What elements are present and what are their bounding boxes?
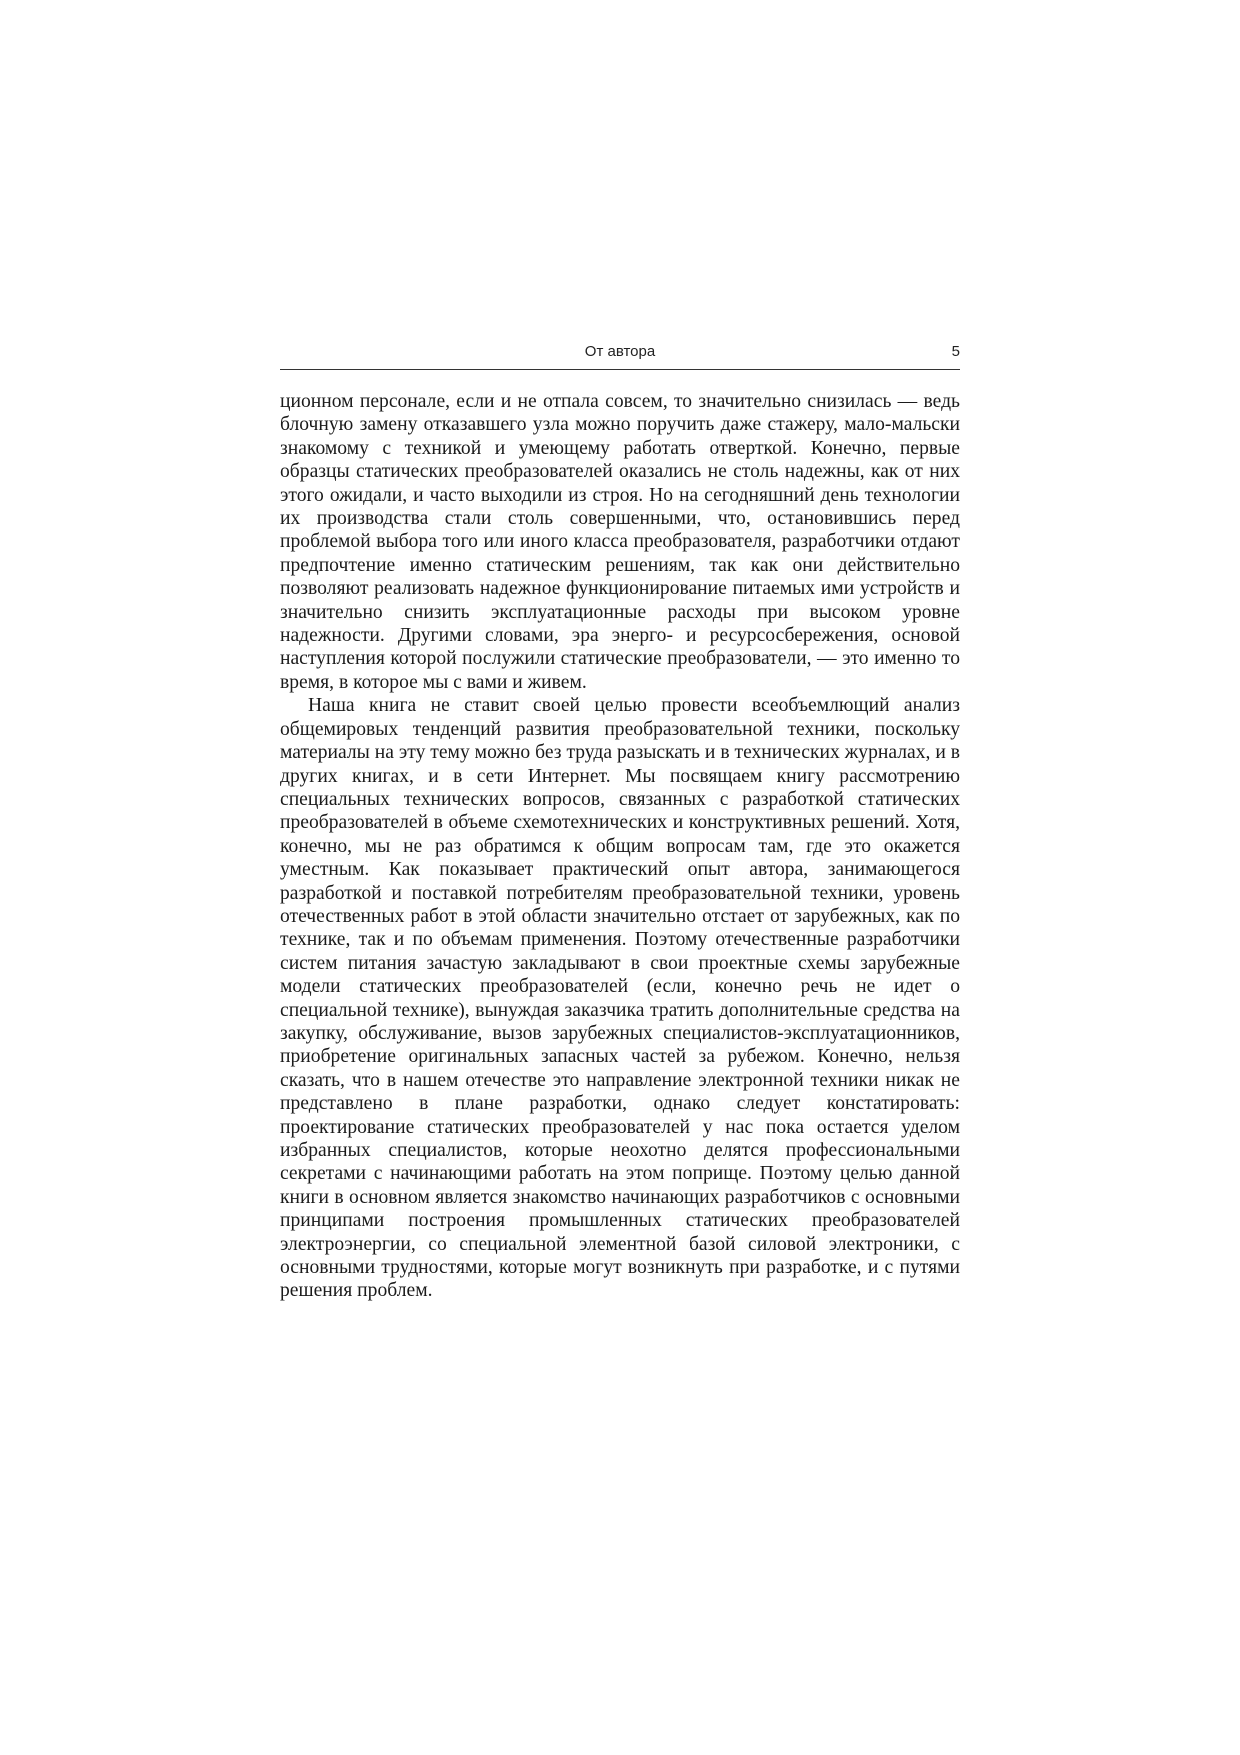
body-text — [280, 390, 960, 1303]
page-number: 5 — [951, 343, 960, 360]
running-head — [280, 343, 960, 370]
paragraph-continuation: ционном персонале, если и не отпала совсем, то значительно снизилась — ведь блочную замену отказавшего узла можно поручить даже стажеру, мало-мальски знакомому с техникой и умеющему работать отверткой. Конечно, первые образцы статических преобразователей оказались не столь надежны, как от них этого ожидали, и часто выходили из строя. Но на сегодняшний день технологии их производства стали столь совершенными, что, остановившись перед проблемой выбора того или иного класса преобразователя, разработчики отдают предпочтение именно статическим решениям, так как они действительно позволяют реализовать надежное функционирование питаемых ими устройств и значительно снизить эксплуатационные расходы при высоком уровне надежности. Другими словами, эра энерго- и ресурсосбережения, основой наступления которой послужили статические преобразователи, — это именно то время, в которое мы с вами и живем. — [280, 391, 960, 693]
running-title: От автора — [584, 343, 656, 360]
paragraph: Наша книга не ставит своей целью провести всеобъемлющий анализ общемировых тенденций развития преобразовательной техники, поскольку материалы на эту тему можно без труда разыскать и в технических журналах, и в других книгах, и в сети Интернет. Мы посвящаем книгу рассмотрению специальных технических вопросов, связанных с разработкой статических преобразователей в объеме схемотехнических и конструктивных решений. Хотя, конечно, мы не раз обратимся к общим вопросам там, где это окажется уместным. Как показывает практический опыт автора, занимающегося разработкой и поставкой потребителям преобразовательной техники, уровень отечественных работ в этой области значительно отстает от зарубежных, как по технике, так и по объемам применения. Поэтому отечественные разработчики систем питания зачастую закладывают в свои проектные схемы зарубежные модели статических преобразователей (если, конечно речь не идет о специальной технике), вынуждая заказчика тратить дополнительные средства на закупку, обслуживание, вызов зарубежных специалистов-эксплуатационников, приобретение оригинальных запасных частей за рубежом. Конечно, нельзя сказать, что в нашем отечестве это направление электронной техники никак не представлено в плане разработки, однако следует констатировать: проектирование статических преобразователей у нас пока остается уделом избранных специалистов, которые неохотно делятся профессиональными секретами с начинающими работать на этом поприще. Поэтому целью данной книги в основном является знакомство начинающих разработчиков с основными принципами построения промышленных статических преобразователей электроэнергии, со специальной элементной базой силовой электроники, с основными трудностями, которые могут возникнуть при разработке, и с путями решения проблем. — [280, 695, 960, 1302]
book-page — [280, 343, 960, 1303]
